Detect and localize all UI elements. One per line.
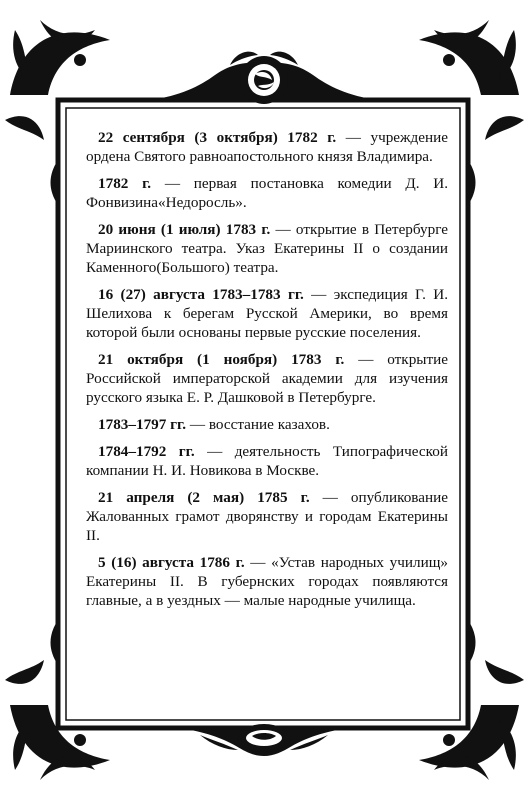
entry-date: 20 июня (1 июля) 1783 г. <box>98 221 271 238</box>
entry-date: 21 октября (1 ноября) 1783 г. <box>98 351 345 368</box>
entry-date: 22 сентября (3 октября) 1782 г. <box>98 129 337 146</box>
entry-text: — опубликование Жалованных грамот дворянству и городам Екатерины II. <box>86 489 448 544</box>
chronology-entry <box>86 488 448 545</box>
chronology-entry <box>86 220 448 277</box>
entry-date: 1782 г. <box>98 175 152 192</box>
corner-ornament-top-right <box>419 20 524 140</box>
entry-date: 16 (27) августа 1783–1783 гг. <box>98 286 304 303</box>
bottom-medallion <box>180 724 348 756</box>
entry-text: — восстание казахов. <box>186 416 330 433</box>
chronology-entry <box>86 415 448 434</box>
chronology-entry <box>86 128 448 166</box>
entry-text: — «Устав народных училищ» Екатерины II. В губернских городах появляются главные, а в уездных — малые народные училища. <box>86 554 448 609</box>
chronology-entry <box>86 553 448 610</box>
chronology-entry <box>86 350 448 407</box>
entry-date: 5 (16) августа 1786 г. <box>98 554 245 571</box>
entry-text: — открытие Российской императорской академии для изучения русского языка Е. Р. Дашковой в Петербурге. <box>86 351 448 406</box>
chronology-text <box>86 128 448 618</box>
entry-date: 1784–1792 гг. <box>98 443 195 460</box>
top-medallion <box>150 52 378 104</box>
entry-text: — деятельность Типографической компании Н. И. Новикова в Москве. <box>86 443 448 479</box>
entry-text: — первая постановка комедии Д. И. Фонвизина«Недоросль». <box>86 175 448 211</box>
entry-text: — экспедиция Г. И. Шелихова к берегам Русской Америки, во время которой были основаны первые русские поселения. <box>86 286 449 341</box>
chronology-entry <box>86 174 448 212</box>
chronology-entry <box>86 442 448 480</box>
entry-text: — учреждение ордена Святого равноапостольного князя Владимира. <box>86 129 448 165</box>
entry-date: 1783–1797 гг. <box>98 416 187 433</box>
entry-date: 21 апреля (2 мая) 1785 г. <box>98 489 310 506</box>
chronology-entry <box>86 285 448 342</box>
entry-text: — открытие в Петербурге Мариинского театра. Указ Екатерины II о создании Каменного(Большого) театра. <box>86 221 449 276</box>
